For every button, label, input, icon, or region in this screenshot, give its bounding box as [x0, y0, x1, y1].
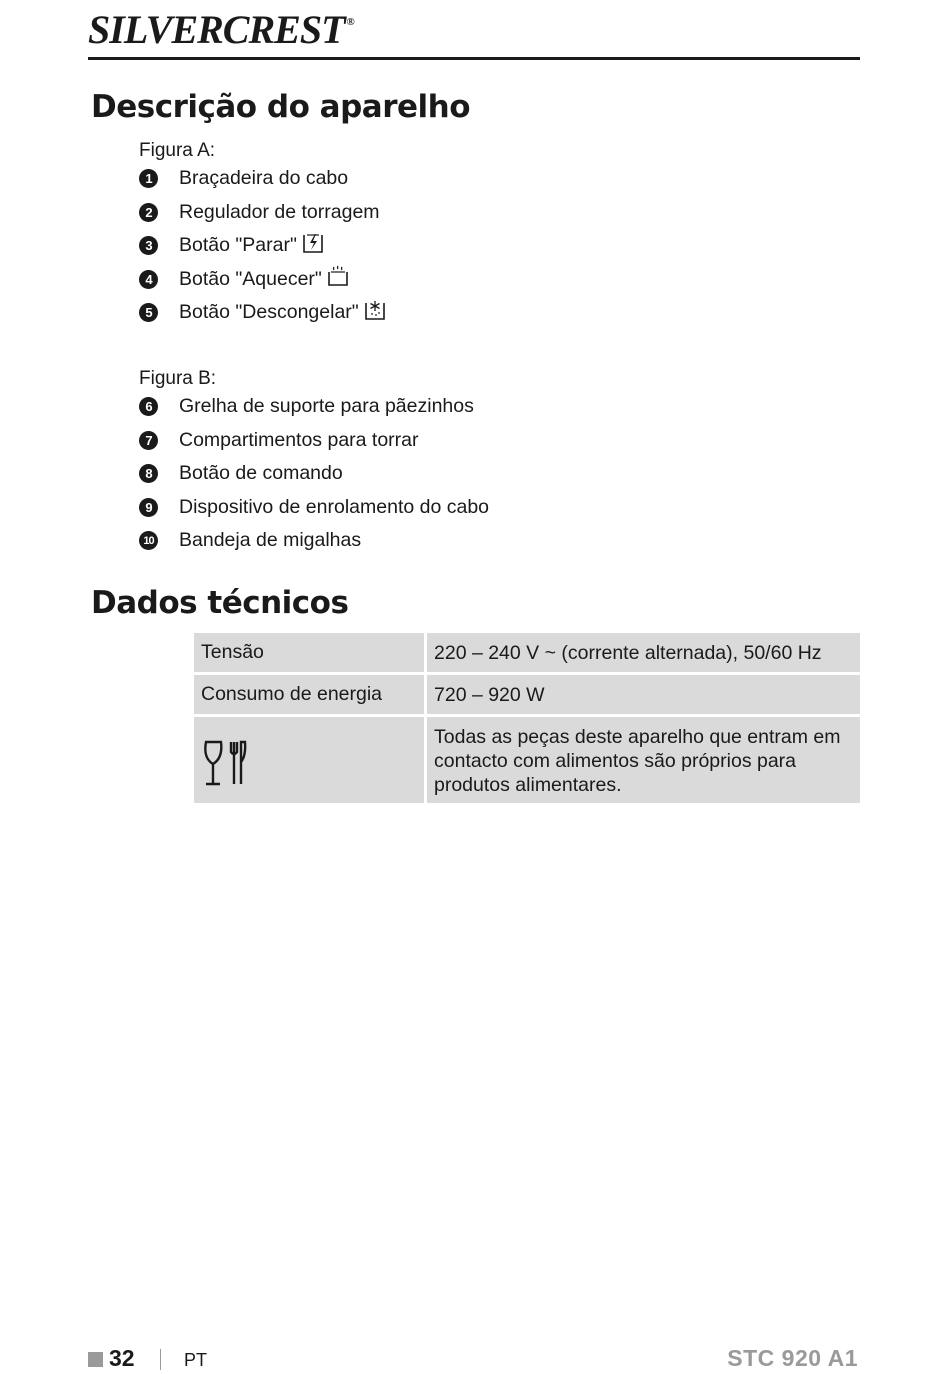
item-number-badge: 1 — [139, 169, 158, 188]
brand-logo — [88, 6, 354, 53]
list-item — [139, 296, 386, 330]
page-number: 32 — [109, 1345, 135, 1371]
item-text: Botão de comando — [179, 462, 343, 485]
figure-b-list — [139, 390, 489, 558]
item-number-badge: 6 — [139, 397, 158, 416]
item-text: Regulador de torragem — [179, 200, 380, 223]
table-cell-value: 220 – 240 V ~ (corrente alternada), 50/60 Hz — [427, 633, 860, 675]
item-text: Compartimentos para torrar — [179, 428, 419, 451]
item-number-badge: 10 — [139, 531, 158, 550]
reheat-icon — [327, 265, 349, 293]
item-text: Braçadeira do cabo — [179, 167, 349, 190]
registered-mark: ® — [346, 16, 354, 28]
item-number-badge: 4 — [139, 270, 158, 289]
section-title-description: Descrição do aparelho — [91, 89, 470, 125]
header-rule — [88, 57, 860, 60]
item-text: Bandeja de migalhas — [179, 529, 362, 552]
list-item — [139, 457, 489, 491]
item-number-badge: 8 — [139, 464, 158, 483]
language-code: PT — [184, 1350, 208, 1370]
item-number-badge: 7 — [139, 431, 158, 450]
list-item — [139, 424, 489, 458]
item-text: Grelha de suporte para pãezinhos — [179, 395, 474, 418]
item-text: Dispositivo de enrolamento do cabo — [179, 495, 490, 518]
item-text: Botão "Descongelar" — [179, 301, 359, 324]
item-number-badge: 3 — [139, 236, 158, 255]
section-title-technical-data: Dados técnicos — [91, 585, 349, 621]
list-item — [139, 390, 489, 424]
figure-b-label: Figura B: — [139, 368, 217, 389]
table-row — [194, 675, 860, 717]
defrost-icon — [364, 299, 386, 327]
list-item — [139, 229, 386, 263]
table-cell-value: 720 – 920 W — [427, 675, 860, 717]
table-cell-label: Tensão — [194, 633, 427, 675]
table-cell-icon — [194, 717, 427, 806]
table-row — [194, 717, 860, 806]
table-cell-value: Todas as peças deste aparelho que entram em contacto com alimentos são próprios para produtos alimentares. — [427, 717, 860, 806]
list-item — [139, 263, 386, 297]
stop-icon — [302, 232, 324, 260]
food-safe-icon — [201, 738, 418, 788]
table-row — [194, 633, 860, 675]
list-item — [139, 162, 386, 196]
model-number: STC 920 A1 — [727, 1345, 858, 1371]
item-text: Botão "Parar" — [179, 234, 297, 257]
technical-data-table — [194, 633, 860, 806]
brand-name: SILVERCREST — [88, 7, 345, 52]
list-item — [139, 524, 489, 558]
footer-divider — [160, 1349, 161, 1370]
table-cell-label: Consumo de energia — [194, 675, 427, 717]
figure-a-label: Figura A: — [139, 140, 216, 161]
figure-a-list — [139, 162, 386, 330]
item-text: Botão "Aquecer" — [179, 267, 322, 290]
list-item — [139, 491, 489, 525]
page-marker — [88, 1352, 103, 1367]
list-item — [139, 196, 386, 230]
item-number-badge: 5 — [139, 303, 158, 322]
item-number-badge: 9 — [139, 498, 158, 517]
item-number-badge: 2 — [139, 203, 158, 222]
